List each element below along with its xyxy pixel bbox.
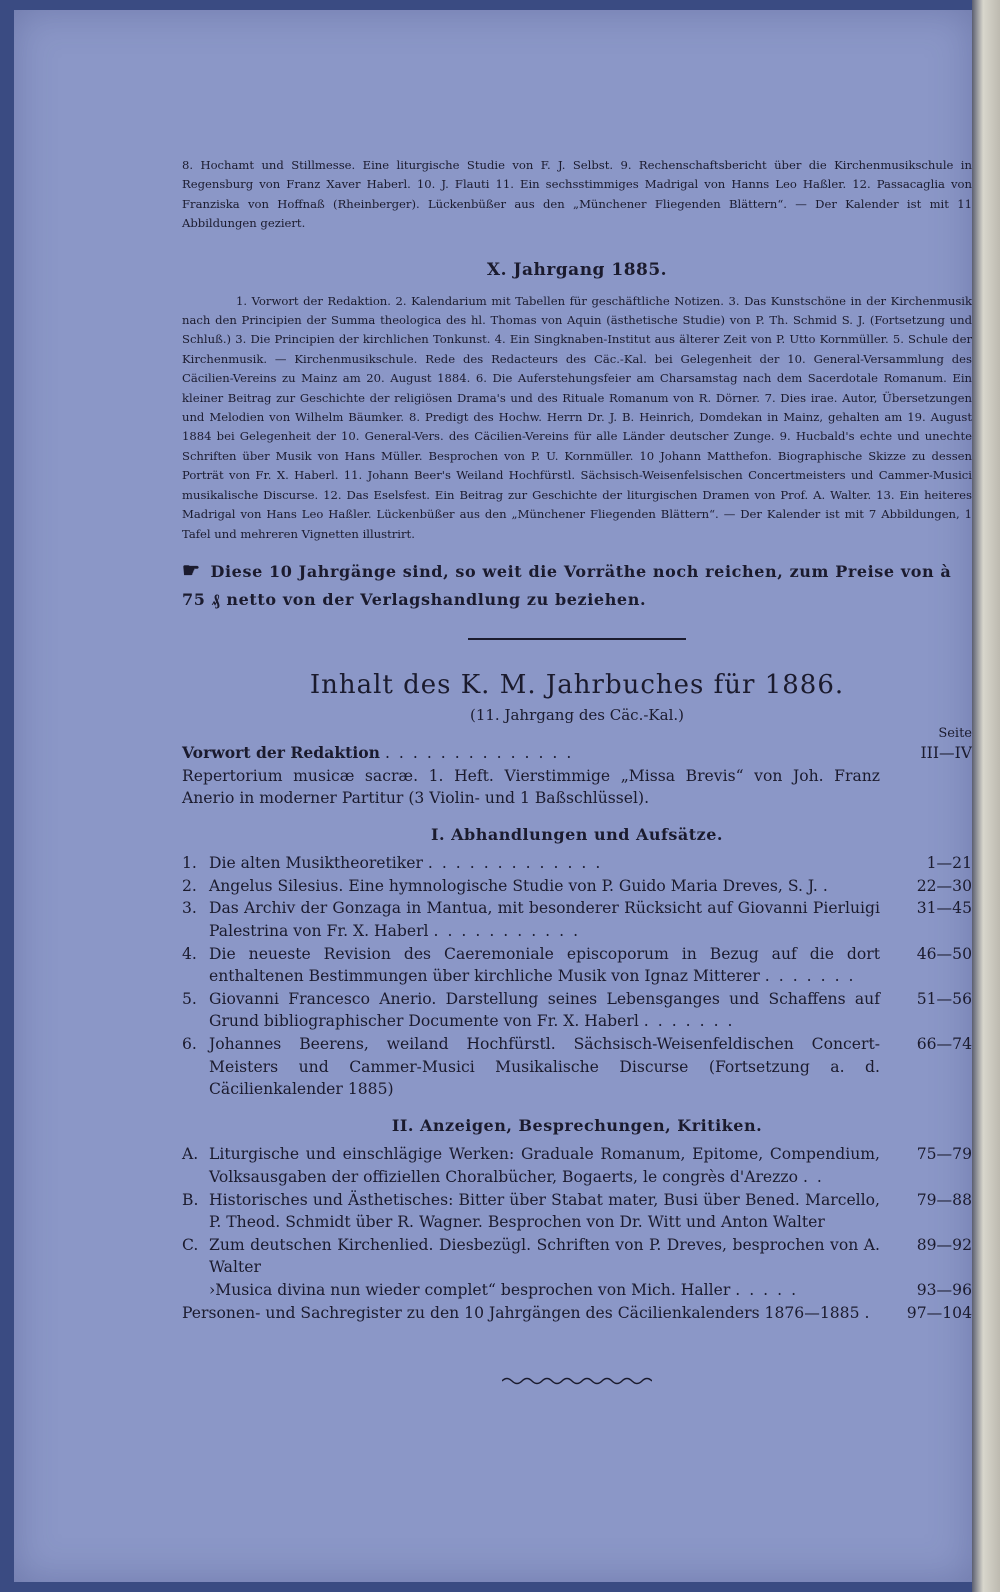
vorwort-pages: III—IV (920, 743, 972, 762)
entry-pages: 75—79 (916, 1145, 972, 1164)
entry-pages: 31—45 (916, 899, 972, 918)
section-2-title: II. Anzeigen, Besprechungen, Kritiken. (391, 1115, 763, 1135)
entry-text: Das Archiv der Gonzaga in Mantua, mit besonderer Rücksicht auf Giovanni Pierluigi Palestrina von Fr. X. Haberl (209, 899, 880, 941)
list-item: 2. Angelus Silesius. Eine hymnologische Studie von P. Guido Maria Dreves, S. J. . 22—30 (182, 875, 972, 898)
section-1-title: I. Abhandlungen und Aufsätze. (430, 824, 723, 844)
entry-pages: 22—30 (916, 876, 972, 895)
entry-pages: 51—56 (916, 989, 972, 1008)
toc-entry-repertorium (182, 765, 972, 810)
page-column-label: Seite (938, 725, 972, 741)
list-item (182, 1033, 972, 1101)
entry-text: Historisches und Ästhetisches: Bitter über Stabat mater, Busi über Bened. Marcello, P. Theod. Schmidt über R. Wagner. Besprochen von Dr. Witt und Anton Walter (209, 1190, 880, 1232)
entry-text: Zum deutschen Kirchenlied. Diesbezügl. Schriften von P. Dreves, besprochen von A. Walter (209, 1235, 880, 1277)
entry-number: 4. (182, 944, 197, 963)
year-contents (182, 292, 972, 544)
toc-entry-register: Personen- und Sachregister zu den 10 Jahrgängen des Cäcilienkalenders 1876—1885 . 97—104 (182, 1302, 972, 1325)
toc-title: Inhalt des K. M. Jahrbuches für 1886. (309, 669, 845, 700)
list-item: 4. Die neueste Revision des Caeremoniale episcoporum in Bezug auf die dort enthaltenen Bestimmungen über kirchliche Musik von Ignaz Mitterer ....... 46—50 (182, 944, 972, 986)
list-item: 1. Die alten Musiktheoretiker ............. 1—21 (182, 852, 972, 875)
entry-number: 6. (182, 1035, 197, 1054)
table-of-contents (182, 726, 972, 1324)
entry-number: 5. (182, 989, 197, 1008)
list-item (182, 1189, 972, 1234)
entry-pages: 93—96 (916, 1280, 972, 1299)
section-2-list (182, 1143, 972, 1301)
entry-number: C. (182, 1235, 199, 1254)
year-heading: X. Jahrgang 1885. (486, 259, 668, 280)
year-contents-text: 1. Vorwort der Redaktion. 2. Kalendarium mit Tabellen für geschäftliche Notizen. 3. Das Kunstschöne in der Kirchenmusik nach den Principien der Summa theologica des hl. Thomas von Aquin (ästhetische Studie) von P. Th. Schmid S. J. (Fortsetzung und Schluß.) 3. Die Principien der kirchlichen Tonkunst. 4. Ein Singknaben-Institut aus älterer Zeit von P. Utto Kornmüller. 5. Schule der Kirchenmusik. — Kirchenmusikschule. Rede des Redacteurs des Cäc.-Kal. bei Gelegenheit der 10. General-Versammlung des Cäcilien-Vereins zu Mainz am 20. August 1884. 6. Die Auferstehungsfeier am Charsamstag nach dem Sacerdotale Romanum. Ein kleiner Beitrag zur Geschichte der religiösen Drama's und des Rituale Romanum von R. Dörner. 7. Dies irae. Autor, Übersetzungen und Melodien von Wilhelm Bäumker. 8. Predigt des Hochw. Herrn Dr. J. B. Heinrich, Domdekan in Mainz, gehalten am 19. August 1884 bei Gelegenheit der 10. General-Vers. des Cäcilien-Vereins für alle Länder deutscher Zunge. 9. Hucbald's echte und unechte Schriften über Musik von Hans Müller. Besprochen von P. U. Kornmüller. 10 Johann Matthefon. Biographische Skizze zu dessen Porträt von Fr. X. Haberl. 11. Johann Beer's Weiland Hochfürstl. Sächsisch-Weisenfelsischen Concertmeisters und Cammer-Musici musikalische Discurse. 12. Das Eselsfest. Ein Beitrag zur Geschichte der liturgischen Dramen von Prof. A. Walter. 13. Ein heiteres Madrigal von Hans Leo Haßler. Lückenbüßer aus den „Münchener Fliegenden Blättern“. — Der Kalender ist mit 7 Abbildungen, 1 Tafel und mehreren Vignetten illustrirt. (182, 293, 972, 541)
wavy-divider-icon (502, 1376, 652, 1386)
previous-year-tail (182, 156, 972, 234)
vorwort-label: Vorwort der Redaktion (182, 742, 380, 762)
pointing-hand-icon: ☛ (182, 557, 201, 582)
entry-text: Liturgische und einschlägige Werken: Graduale Romanum, Epitome, Compendium, Volksausgaben der offiziellen Choralbücher, Bogaerts, le congrès d'Arezzo (209, 1145, 880, 1186)
list-item: 3. Das Archiv der Gonzaga in Mantua, mit besonderer Rücksicht auf Giovanni Pierluigi Palestrina von Fr. X. Haberl ........... 31—45 (182, 899, 972, 941)
entry-text: Johannes Beerens, weiland Hochfürstl. Sächsisch-Weisenfeldischen Concert-Meisters und Cammer-Musici Musikalische Discurse (Fortsetzung a. d. Cäcilienkalender 1885) (209, 1035, 880, 1099)
register-text: Personen- und Sachregister zu den 10 Jahrgängen des Cäcilienkalenders 1876—1885 (182, 1303, 860, 1322)
entry-number: B. (182, 1190, 199, 1209)
entry-text: Die alten Musiktheoretiker (209, 854, 423, 873)
previous-year-text: 8. Hochamt und Stillmesse. Eine liturgische Studie von F. J. Selbst. 9. Rechenschaftsbericht über die Kirchenmusikschule in Regensburg von Franz Xaver Haberl. 10. J. Flauti 11. Ein sechsstimmiges Madrigal von Hanns Leo Haßler. 12. Passacaglia von Franziska von Hoffnaß (Rheinberger). Lückenbüßer aus den „Münchener Fliegenden Blättern“. — Der Kalender ist mit 11 Abbildungen geziert. (182, 158, 972, 231)
entry-pages: 1—21 (926, 854, 972, 873)
entry-text: ›Musica divina nun wieder complet“ besprochen von Mich. Haller (209, 1280, 731, 1299)
page-content (182, 156, 972, 1386)
list-item (182, 1234, 972, 1279)
entry-number: A. (182, 1145, 199, 1164)
entry-number: 1. (182, 854, 197, 873)
entry-pages: 66—74 (916, 1035, 972, 1054)
list-item: ›Musica divina nun wieder complet“ besprochen von Mich. Haller ..... 93—96 (182, 1279, 972, 1302)
sale-notice-text: Diese 10 Jahrgänge sind, so weit die Vorräthe noch reichen, zum Preise von à 75 ₰ netto von der Verlagshandlung zu beziehen. (182, 561, 952, 609)
entry-text: Angelus Silesius. Eine hymnologische Studie von P. Guido Maria Dreves, S. J. (209, 876, 818, 895)
toc-entry-vorwort: Vorwort der Redaktion .............. III—IV (182, 742, 972, 765)
entry-pages: 79—88 (916, 1190, 972, 1209)
entry-number: 3. (182, 899, 197, 918)
section-1-list (182, 852, 972, 1101)
sale-notice (182, 556, 972, 614)
register-pages: 97—104 (906, 1303, 972, 1322)
repertorium-text: Repertorium musicæ sacræ. 1. Heft. Vierstimmige „Missa Brevis“ von Joh. Franz Anerio in moderner Partitur (3 Violin- und 1 Baßschlüssel). (182, 766, 880, 808)
entry-pages: 46—50 (916, 944, 972, 963)
entry-number: 2. (182, 876, 197, 895)
toc-subtitle: (11. Jahrgang des Cäc.-Kal.) (469, 705, 684, 724)
list-item: 5. Giovanni Francesco Anerio. Darstellung seines Lebensganges und Schaffens auf Grund bibliographischer Documente von Fr. X. Haberl ....... 51—56 (182, 989, 972, 1031)
entry-text: Giovanni Francesco Anerio. Darstellung seines Lebensganges und Schaffens auf Grund bibliographischer Documente von Fr. X. Haberl (209, 989, 880, 1031)
list-item: A. Liturgische und einschlägige Werken: Graduale Romanum, Epitome, Compendium, Volksausgaben der offiziellen Choralbücher, Bogaerts, le congrès d'Arezzo .. 75—79 (182, 1145, 972, 1186)
entry-text: Die neueste Revision des Caeremoniale episcoporum in Bezug auf die dort enthaltenen Bestimmungen über kirchliche Musik von Ignaz Mitterer (209, 944, 880, 986)
divider (468, 638, 686, 640)
book-page (14, 10, 972, 1582)
entry-pages: 89—92 (916, 1235, 972, 1254)
book-spine-edge (972, 0, 1000, 1592)
